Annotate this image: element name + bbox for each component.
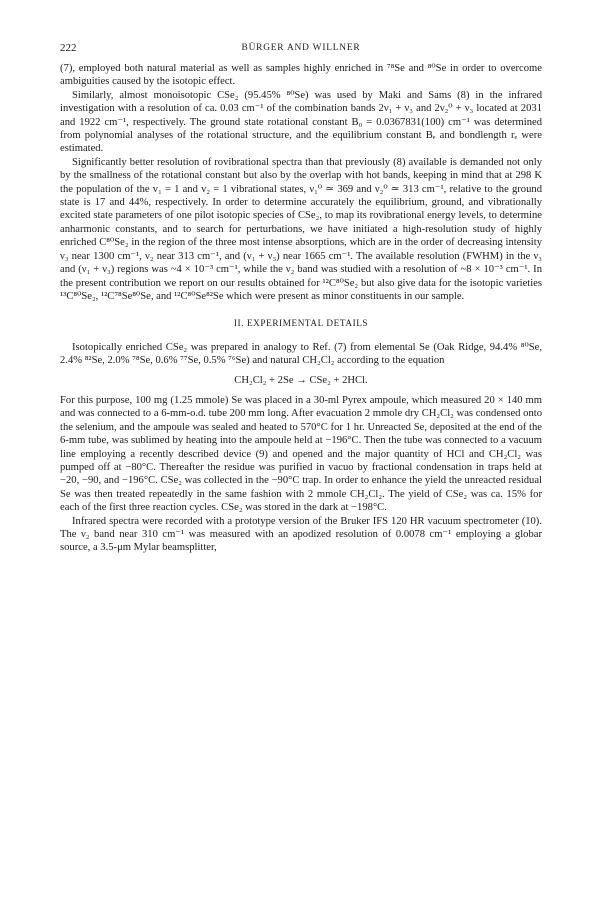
page-number: 222 xyxy=(60,42,77,54)
reaction-equation: CH₂Cl₂ + 2Se → CSe₂ + 2HCl. xyxy=(234,374,368,386)
paragraph-maki-sams: Similarly, almost monoisotopic CSe₂ (95.45% ⁸⁰Se) was used by Maki and Sams (8) in the infrared investigation with a resolution of ca. 0.03 cm⁻¹ of the combination bands 2ν₁ + ν₃ and 2ν₂⁰ + ν₃ located at 2031 and 1922 cm⁻¹, respectively. The ground state rotational constant B₀ = 0.0367831(100) cm⁻¹ was determined from polynomial analyses of the rotational structure, and the equilibrium constant Bₑ and bondlength rₑ were estimated. xyxy=(60,89,542,155)
running-head: BÜRGER AND WILLNER xyxy=(241,43,361,53)
paragraph-intro-continuation: (7), employed both natural material as well as samples highly enriched in ⁷⁸Se and ⁸⁰Se in order to overcome ambiguities caused by the isotopic effect. xyxy=(60,63,542,88)
paragraph-resolution: Significantly better resolution of rovibrational spectra than that previously (8) available is demanded not only by the smallness of the rotational constant but also by the overlap with hot bands, keeping in mind that at 298 K the population of the v₁ = 1 and v₂ = 1 vibrational states, ν₁⁰ ≃ 369 and ν₂⁰ ≃ 313 cm⁻¹, relative to the ground state is 17 and 44%, respectively. In order to determine accurately the equilibrium, ground, and vibrationally excited state parameters of one pilot isotopic species of CSe₂, to map its rovibrational energy levels, to determine anharmonic constants, and to search for perturbations, we have initiated a high-resolution study of highly enriched C⁸⁰Se₂ in the region of the three most intense absorptions, which are in the order of decreasing intensity ν₃ near 1300 cm⁻¹, ν₂ near 313 cm⁻¹, and (ν₁ + ν₃) near 1665 cm⁻¹. The available resolution (FWHM) in the ν₃ and (ν₁ + ν₃) regions was ~4 × 10⁻³ cm⁻¹, while the ν₂ band was studied with a resolution of ~8 × 10⁻³ cm⁻¹. In the present contribution we report on our results obtained for ¹²C⁸⁰Se₂ but also give data for the isotopic varieties ¹³C⁸⁰Se₂, ¹²C⁷⁸Se⁸⁰Se, and ¹²C⁸⁰Se⁸²Se which were present as minor constituents in our sample. xyxy=(60,156,542,302)
paragraph-procedure: For this purpose, 100 mg (1.25 mmole) Se was placed in a 30-ml Pyrex ampoule, which measured 20 × 140 mm and was connected to a 6-mm-o.d. tube 200 mm long. After evacuation 2 mmole dry CH₂Cl₂ was condensed onto the selenium, and the ampoule was sealed and heated to 570°C for 1 hr. Unreacted Se, deposited at the end of the 6-mm tube, was sublimed by heating into the ampoule held at −196°C. Then the tube was connected to a vacuum line employing a recently described device (9) and opened and the major quantity of HCl and CH₂Cl₂ was pumped off at −80°C. Thereafter the residue was purified in vacuo by fractional condensation in traps held at −20, −90, and −196°C. CSe₂ was collected in the −90°C trap. In order to enhance the yield the unreacted residual Se was then treated repeatedly in the same fashion with 2 mmole CH₂Cl₂. The yield of CSe₂ was ca. 15% for each of the first three reaction cycles. CSe₂ was stored in the dark at −198°C. xyxy=(60,394,542,514)
page-header xyxy=(60,42,542,62)
paragraph-preparation: Isotopically enriched CSe₂ was prepared in analogy to Ref. (7) from elemental Se (Oak Ridge, 94.4% ⁸⁰Se, 2.4% ⁸²Se, 2.0% ⁷⁸Se, 0.6% ⁷⁷Se, 0.5% ⁷⁶Se) and natural CH₂Cl₂ according to the equation xyxy=(60,341,542,367)
paragraph-infrared: Infrared spectra were recorded with a prototype version of the Bruker IFS 120 HR vacuum spectrometer (10). The ν₂ band near 310 cm⁻¹ was measured with an apodized resolution of 0.0078 cm⁻¹ employing a globar source, a 3.5-μm Mylar beamsplitter, xyxy=(60,515,542,554)
section-heading: II. EXPERIMENTAL DETAILS xyxy=(233,318,369,329)
journal-page xyxy=(60,40,542,890)
